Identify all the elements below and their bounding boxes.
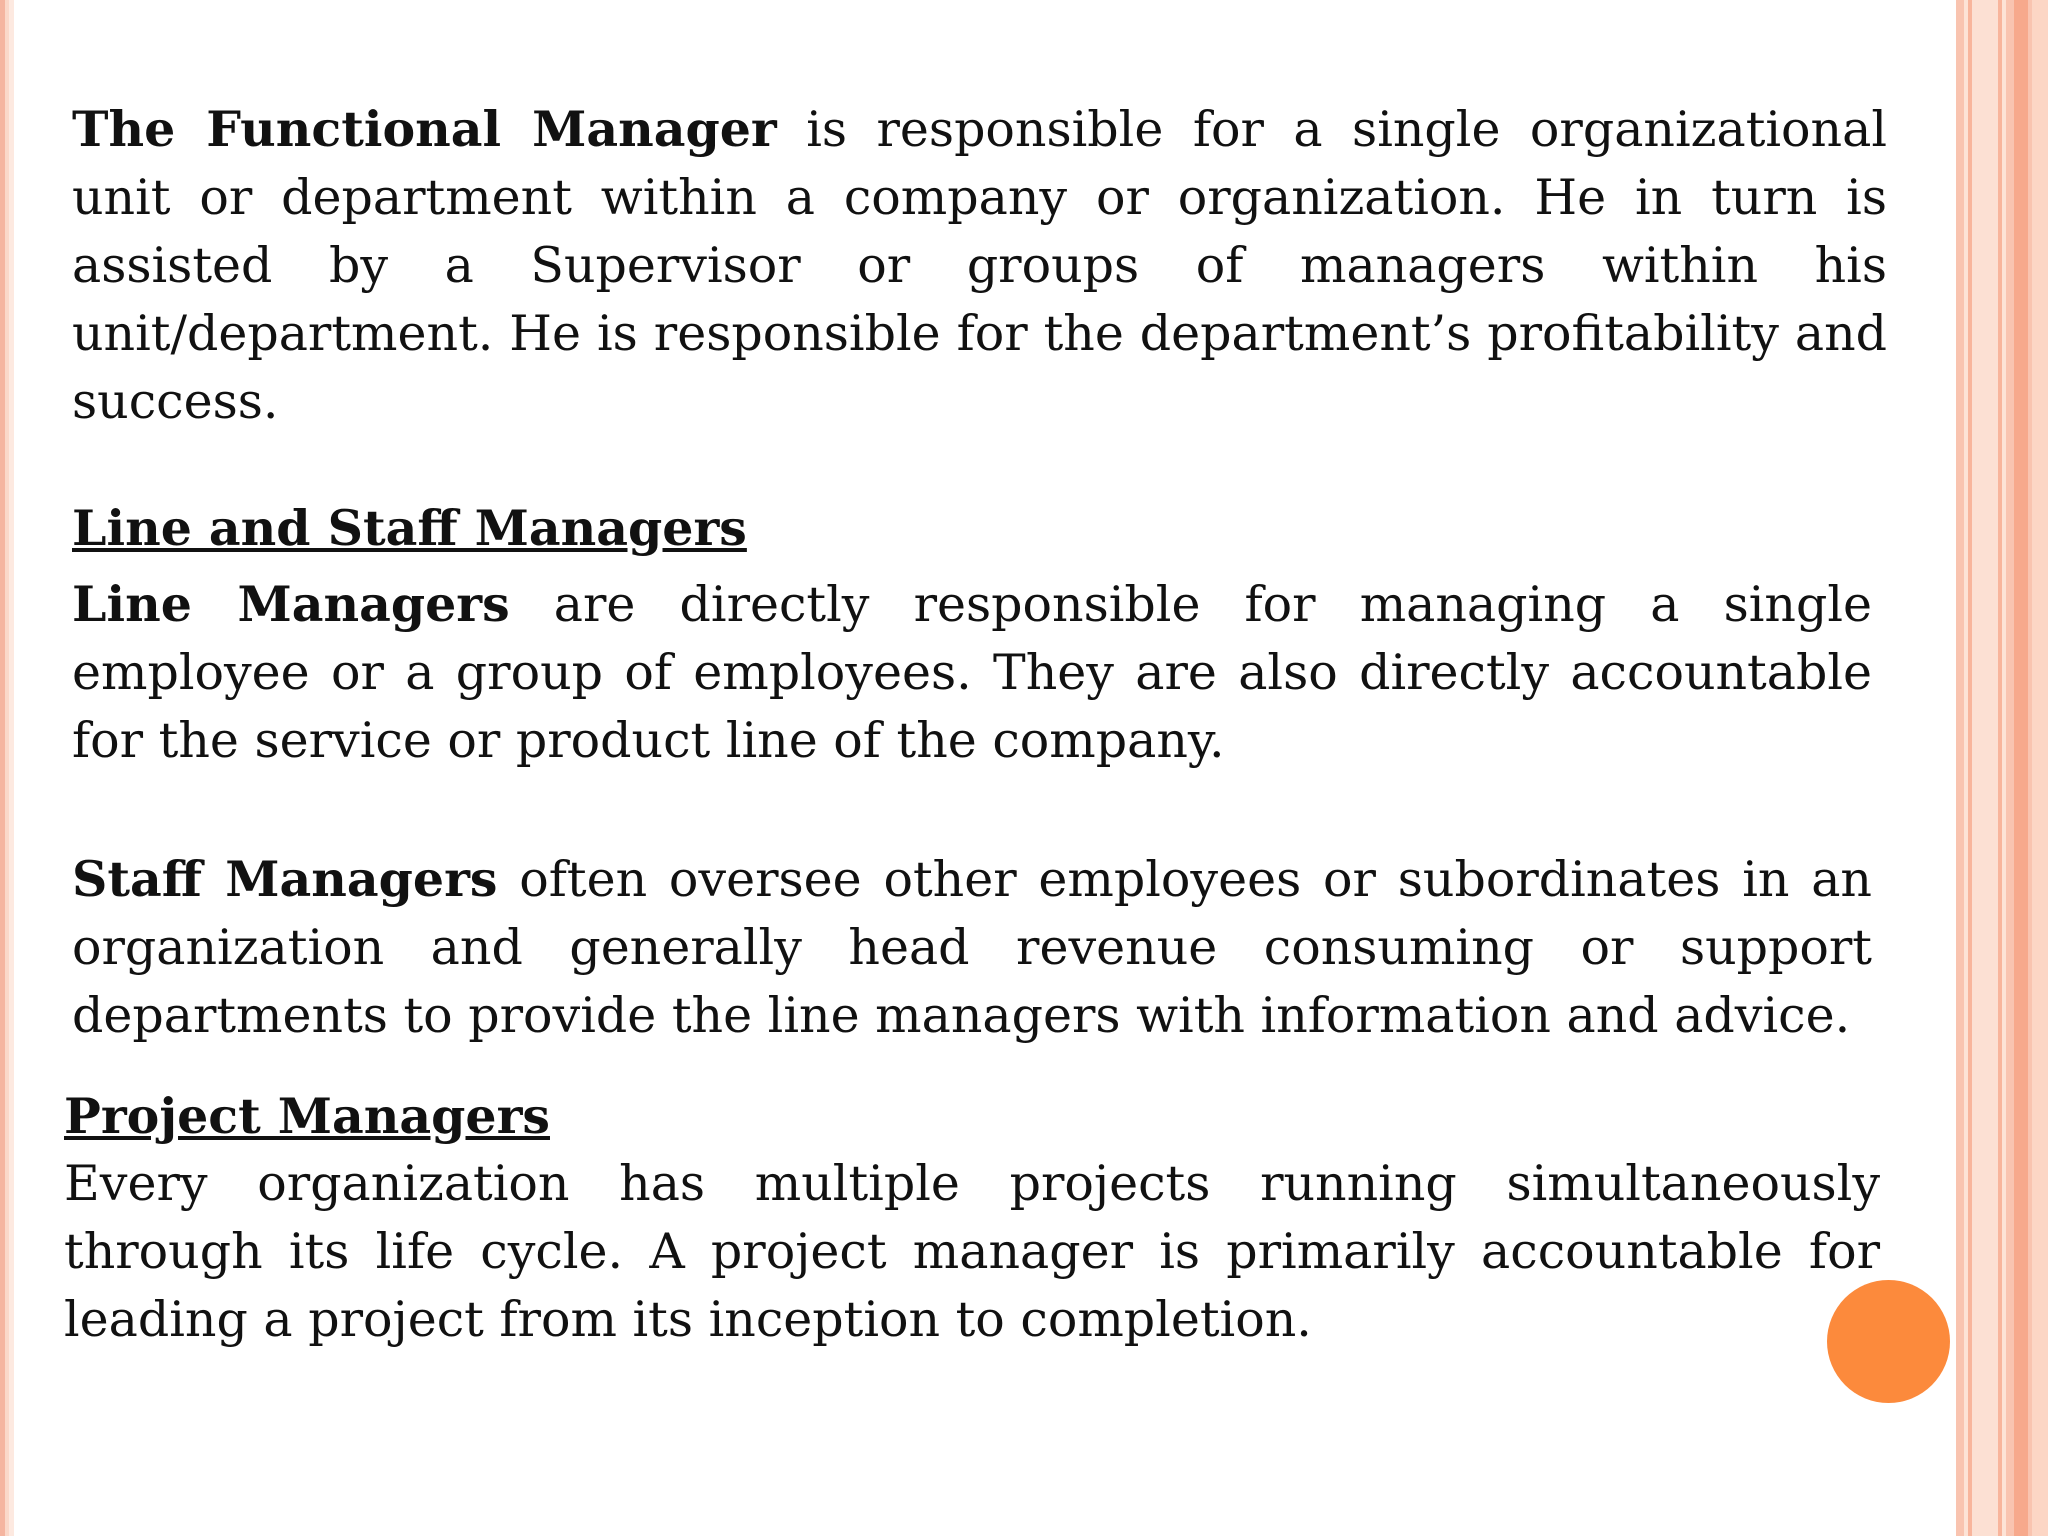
project-managers-heading: Project Managers bbox=[64, 1087, 550, 1145]
left-decorative-border bbox=[0, 0, 14, 1536]
staff-managers-term: Staff Managers bbox=[72, 850, 498, 908]
line-staff-heading: Line and Staff Managers bbox=[72, 499, 747, 557]
orange-circle-decoration bbox=[1827, 1280, 1950, 1403]
project-managers-paragraph: Every organization has multiple projects running simultaneously through its life cycle. A project manager is primarily accountable for leading a project from its inception to completion. bbox=[64, 1155, 1880, 1348]
line-managers-text: are directly responsible for managing a single employee or a group of employees. They are also directly accountable for the service or product line of the company. bbox=[72, 576, 1872, 769]
line-managers-paragraph bbox=[72, 570, 1872, 775]
functional-manager-paragraph bbox=[72, 95, 1887, 436]
staff-managers-paragraph bbox=[72, 845, 1872, 1050]
staff-managers-text: often oversee other employees or subordinates in an organization and generally head revenue consuming or support departments to provide the line managers with information and advice. bbox=[72, 851, 1872, 1044]
right-decorative-border bbox=[1956, 0, 2048, 1536]
functional-manager-term: The Functional Manager bbox=[72, 100, 777, 158]
right-border-stripe-mid bbox=[2014, 0, 2028, 1536]
line-managers-term: Line Managers bbox=[72, 575, 510, 633]
slide-content bbox=[64, 95, 1887, 1354]
right-border-stripe-light bbox=[1972, 0, 1998, 1536]
functional-manager-text: is responsible for a single organizational unit or department within a company or organization. He in turn is assisted by a Supervisor or groups of managers within his unit/department. He is responsible for the department’s profitability and success. bbox=[72, 101, 1887, 430]
